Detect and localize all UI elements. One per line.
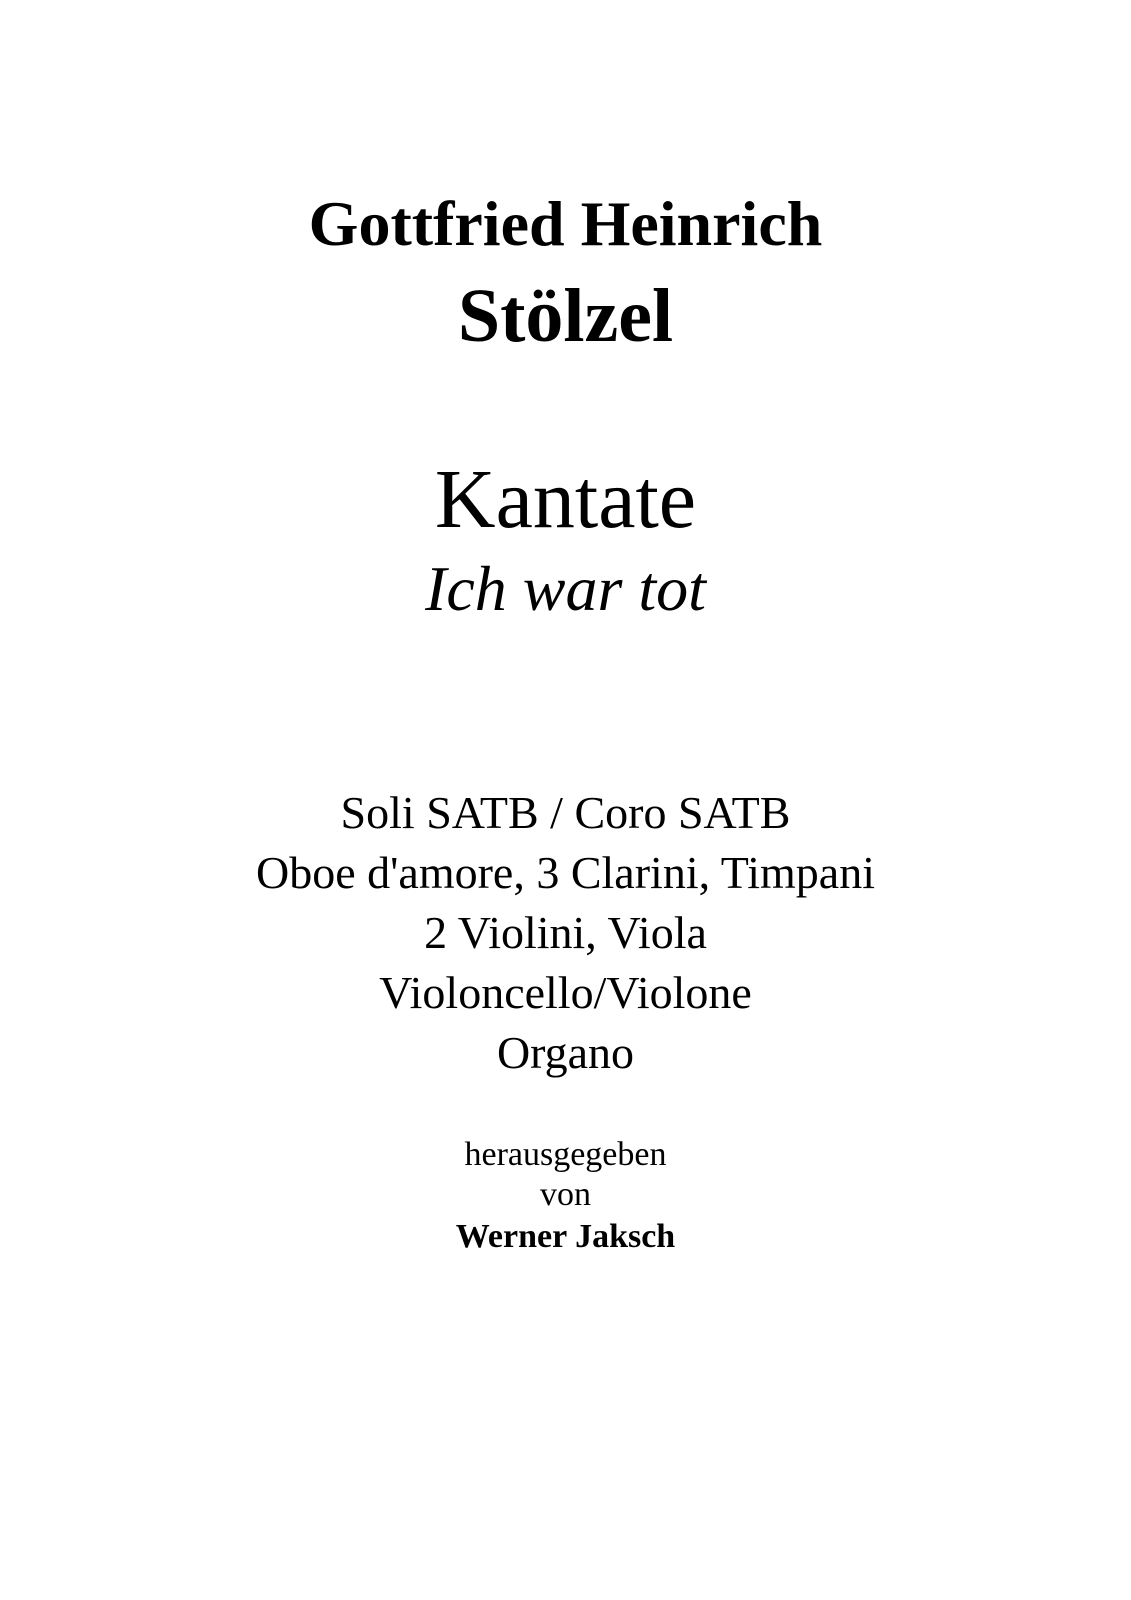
composer-first-names: Gottfried Heinrich	[308, 188, 823, 259]
work-title: Ich war tot	[425, 553, 706, 624]
composer-surname: Stölzel	[457, 274, 674, 358]
instrumentation-line: 2 Violini, Viola	[424, 907, 707, 958]
editor-name: Werner Jaksch	[455, 1218, 676, 1255]
editor-preposition: von	[540, 1176, 591, 1213]
instrumentation-line: Oboe d'amore, 3 Clarini, Timpani	[255, 847, 876, 898]
editor-label: herausgegeben	[464, 1136, 667, 1173]
work-type: Kantate	[434, 453, 697, 546]
instrumentation-line: Violoncello/Violone	[379, 967, 752, 1018]
instrumentation-line: Soli SATB / Coro SATB	[340, 787, 791, 838]
instrumentation-line: Organo	[496, 1027, 635, 1078]
